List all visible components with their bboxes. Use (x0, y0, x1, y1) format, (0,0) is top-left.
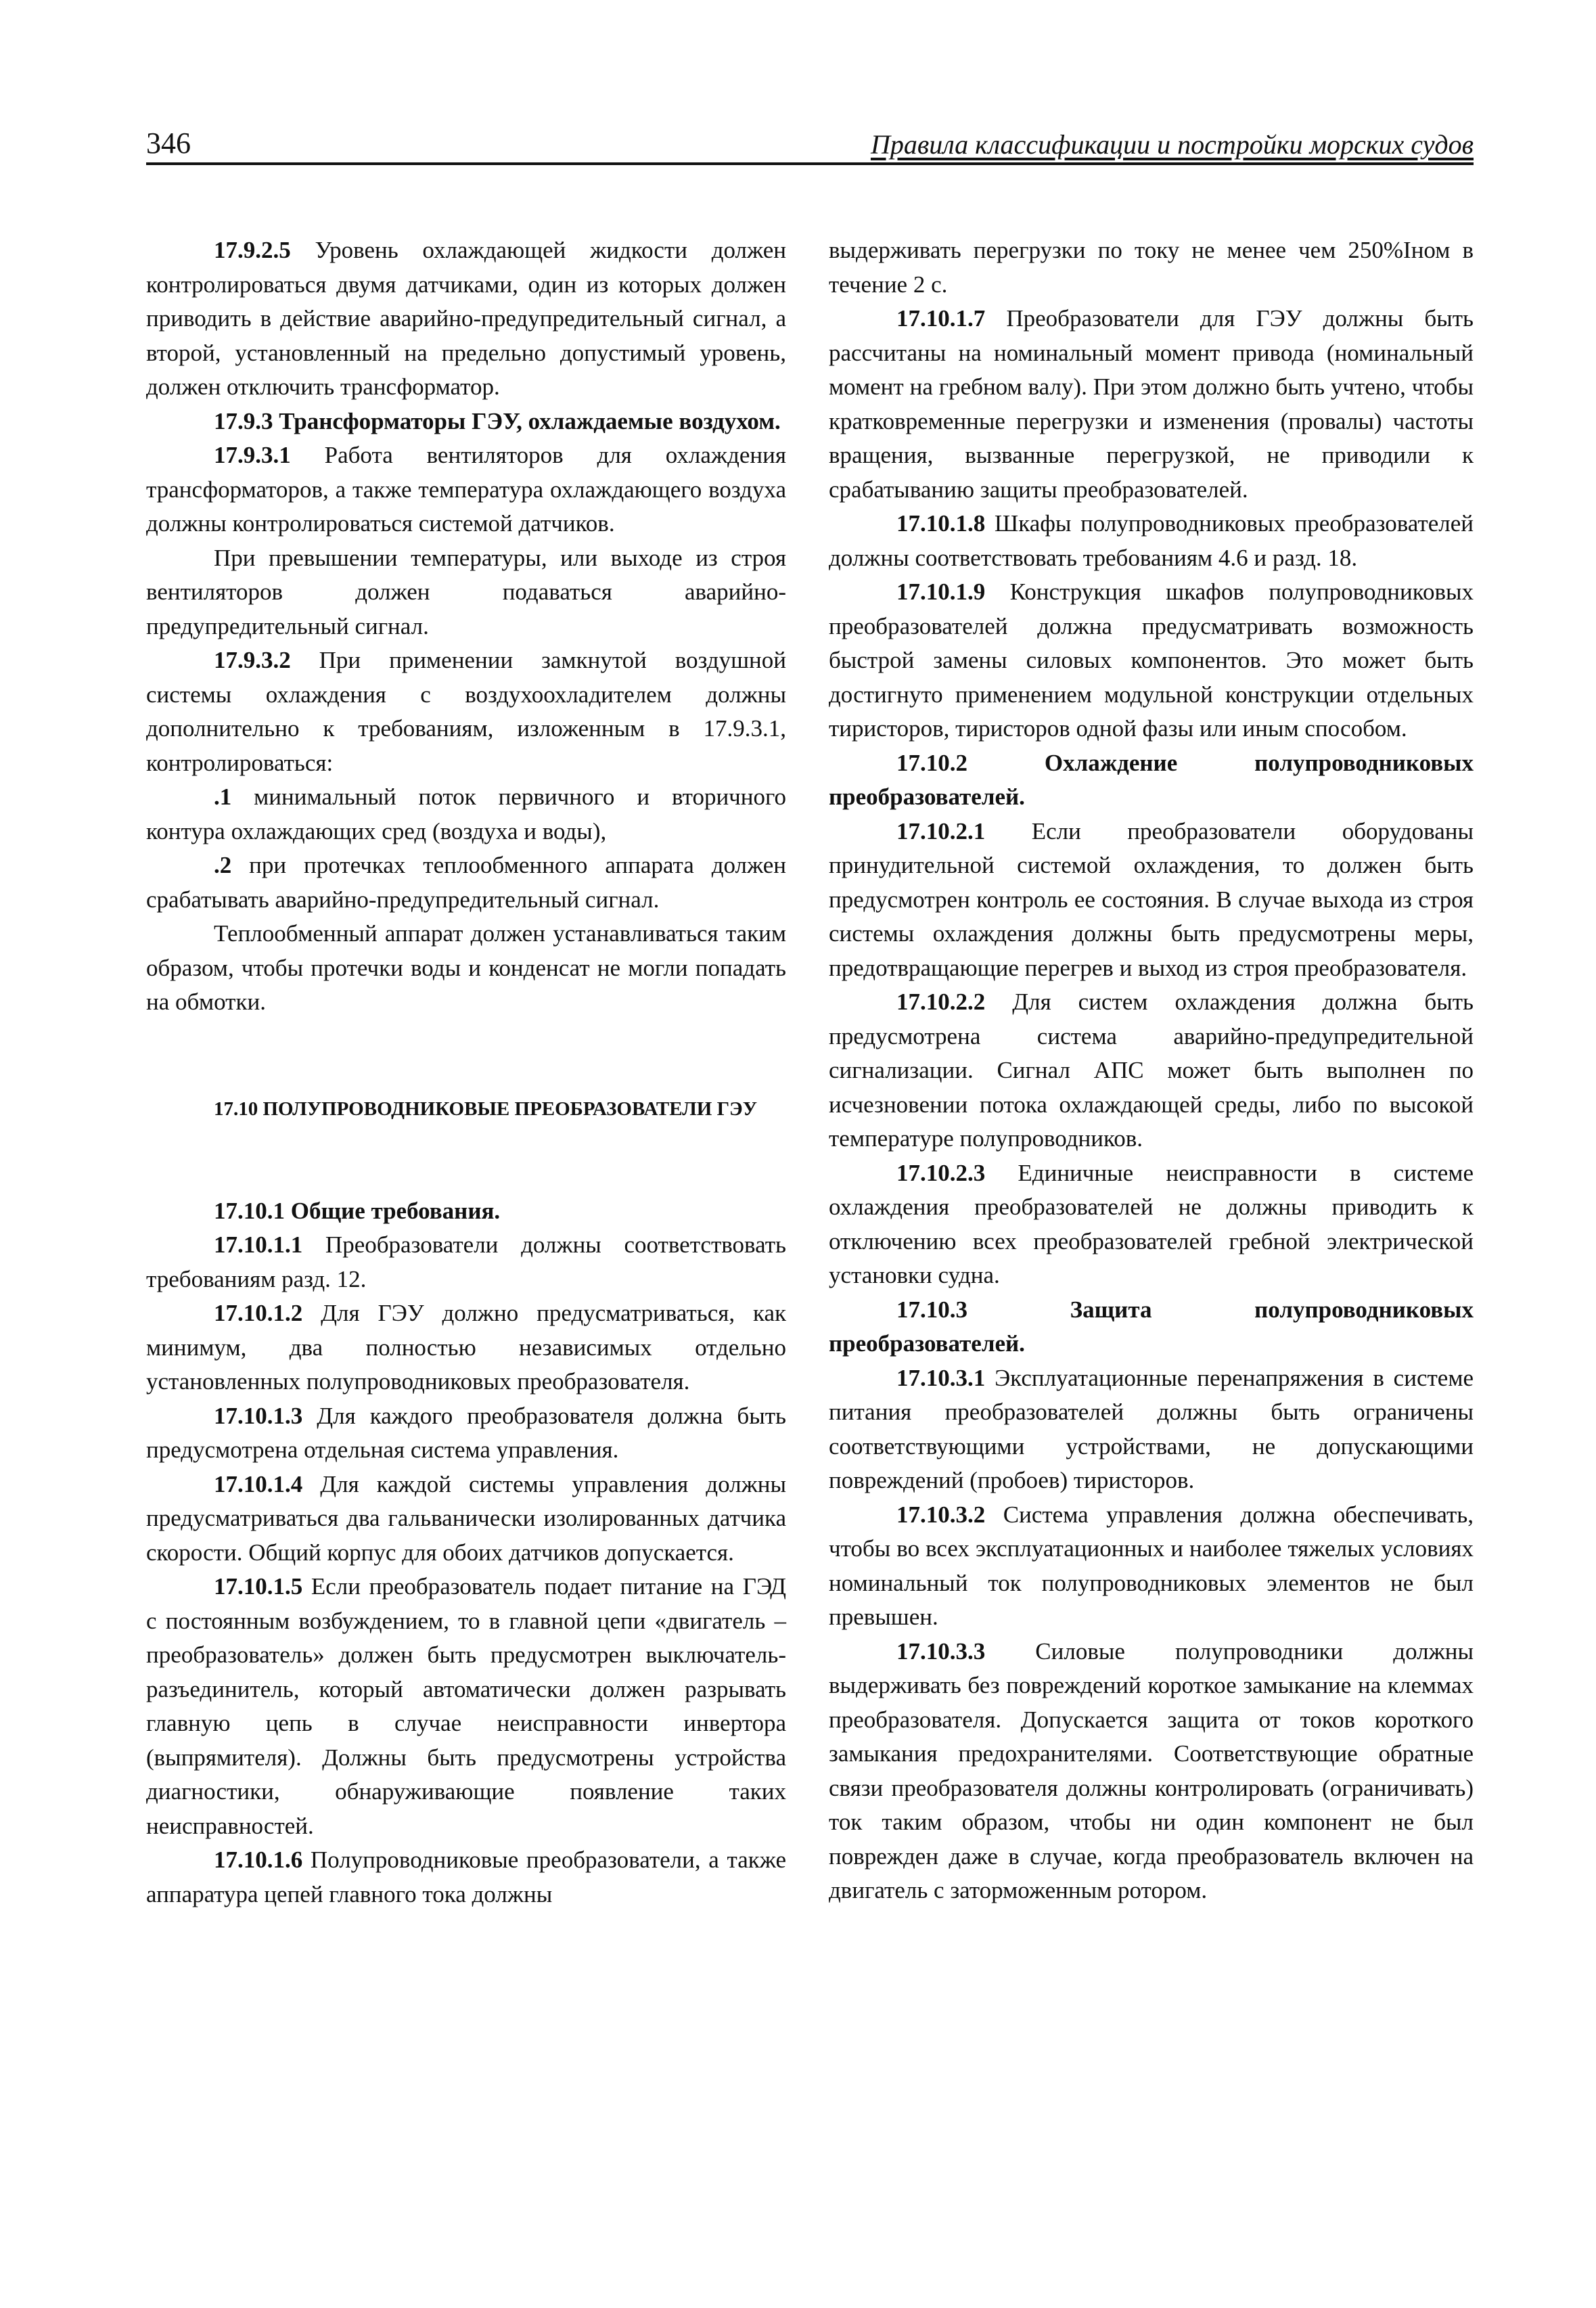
paragraph (829, 985, 1474, 1156)
clause-number: 17.10.1.9 (896, 579, 986, 605)
clause-number: 17.9.3.1 (214, 442, 291, 468)
paragraph (829, 302, 1474, 507)
paragraph (146, 1843, 786, 1911)
section-title: 17.10 ПОЛУПРОВОДНИКОВЫЕ ПРЕОБРАЗОВАТЕЛИ ГЭУ (214, 1098, 757, 1120)
paragraph (829, 1156, 1474, 1293)
clause-number: .2 (214, 852, 232, 878)
clause-text: Шкафы полупроводниковых преобразователей должны соответствовать требованиям 4.6 и разд. 18. (829, 510, 1474, 571)
paragraph (829, 1361, 1474, 1498)
clause-text: Система управления должна обеспечивать, чтобы во всех эксплуатационных и наиболее тяжелых условиях номинальный ток полупроводниковых элементов не был превышен. (829, 1501, 1474, 1630)
clause-text: Уровень охлаждающей жидкости должен контролироваться двумя датчиками, один из которых должен приводить в действие аварийно-предупредительный сигнал, а второй, установленный на предельно допустимый уровень, должен отключить трансформатор. (146, 237, 786, 400)
clause-text: Полупроводниковые преобразователи, а также аппаратура цепей главного тока должны (146, 1847, 786, 1907)
clause-text: При превышении температуры, или выходе из строя вентиляторов должен подаваться аварийно-предупредительный сигнал. (146, 544, 786, 639)
clause-number: .1 (214, 784, 232, 810)
clause-number: 17.10.3.2 (896, 1501, 986, 1528)
paragraph (829, 1293, 1474, 1361)
paragraph (146, 438, 786, 541)
paragraph (146, 780, 786, 848)
paragraph (146, 1296, 786, 1399)
clause-text: минимальный поток первичного и вторичного контура охлаждающих сред (воздуха и воды), (146, 784, 786, 844)
clause-number: 17.10.1.3 (214, 1402, 303, 1429)
paragraph (146, 1570, 786, 1843)
paragraph (829, 1498, 1474, 1635)
clause-number: 17.10.2.3 (896, 1159, 986, 1186)
clause-text: Конструкция шкафов полупроводниковых преобразователей должна предусматривать возможность быстрой замены силовых компонентов. Это может быть достигнуто применением модульной конструкции отдельных тиристоров, тиристоров одной фазы или иным способом. (829, 579, 1474, 742)
clause-text: Для систем охлаждения должна быть предусмотрена система аварийно-предупредительной сигнализации. Сигнал АПС может быть выполнен по исчезновении потока охлаждающей среды, либо по высокой температуре полупроводников. (829, 989, 1474, 1152)
paragraph (829, 746, 1474, 815)
clause-number: 17.10.2.1 (896, 817, 986, 844)
clause-number: 17.9.3.2 (214, 647, 291, 673)
clause-number: 17.10.1.1 (214, 1231, 303, 1258)
right-column-content (829, 233, 1474, 1908)
paragraph (146, 405, 786, 439)
paragraph (146, 541, 786, 644)
clause-text: Если преобразователи оборудованы принудительной системой охлаждения, то должен быть предусмотрен контроль ее состояния. В случае выхода из строя системы охлаждения должны быть предусмотрены меры, предотвращающие перегрев и выход из строя преобразователя. (829, 817, 1474, 981)
paragraph (146, 1399, 786, 1468)
paragraph (146, 917, 786, 1020)
clause-text: Преобразователи для ГЭУ должны быть рассчитаны на номинальный момент привода (номинальный момент на гребном валу). При этом должно быть учтено, чтобы кратковременные перегрузки и изменения (провалы) частоты вращения, вызванные перегрузкой, не приводили к срабатыванию защиты преобразователей. (829, 305, 1474, 503)
subsection-heading: 17.10.1 Общие требования. (214, 1197, 501, 1224)
clause-text: выдерживать перегрузки по току не менее чем 250%Iном в течение 2 с. (829, 237, 1474, 298)
clause-text: Теплообменный аппарат должен устанавливаться таким образом, чтобы протечки воды и конденсат не могли попадать на обмотки. (146, 920, 786, 1015)
page-header (146, 120, 1474, 165)
paragraph (146, 1194, 786, 1229)
paragraph (146, 1228, 786, 1296)
clause-number: 17.10.3.3 (896, 1637, 986, 1665)
clause-number: 17.10.1.6 (214, 1847, 303, 1873)
left-column-top (146, 233, 786, 1020)
clause-text: Для ГЭУ должно предусматриваться, как минимум, два полностью независимых отдельно установленных полупроводниковых преобразователя. (146, 1300, 786, 1395)
paragraph (146, 643, 786, 780)
clause-number: 17.10.1.4 (214, 1470, 303, 1497)
subsection-heading: 17.9.3 Трансформаторы ГЭУ, охлаждаемые воздухом. (214, 407, 781, 434)
clause-text: При применении замкнутой воздушной системы охлаждения с воздухоохладителем должны дополнительно к требованиям, изложенным в 17.9.3.1, контролироваться: (146, 647, 786, 776)
subsection-heading: 17.10.3 Защита полупроводниковых преобразователей. (829, 1296, 1474, 1357)
right-column (829, 233, 1474, 1908)
clause-text: Силовые полупроводники должны выдерживать без повреждений короткое замыкание на клеммах преобразователя. Допускается защита от токов короткого замыкания предохранителями. Соответствующие обратные связи преобразователя должны контролировать (ограничивать) ток таким образом, чтобы ни один компонент не был поврежден даже в случае, когда преобразователь включен на двигатель с заторможенным ротором. (829, 1637, 1474, 1903)
clause-text: Преобразователи должны соответствовать требованиям разд. 12. (146, 1231, 786, 1292)
running-title: Правила классификации и постройки морских судов (870, 129, 1474, 160)
paragraph (829, 575, 1474, 746)
paragraph (146, 1468, 786, 1570)
clause-text: Для каждой системы управления должны предусматриваться два гальванически изолированных датчика скорости. Общий корпус для обоих датчиков допускается. (146, 1470, 786, 1566)
clause-text: при протечках теплообменного аппарата должен срабатывать аварийно-предупредительный сигнал. (146, 852, 786, 913)
page-number: 346 (146, 127, 191, 160)
clause-text: Работа вентиляторов для охлаждения трансформаторов, а также температура охлаждающего воздуха должны контролироваться системой датчиков. (146, 442, 786, 537)
left-column (146, 233, 786, 1911)
clause-number: 17.10.2.2 (896, 989, 986, 1015)
paragraph (829, 1635, 1474, 1908)
paragraph (829, 233, 1474, 302)
left-column-bottom (146, 1194, 786, 1912)
clause-text: Эксплуатационные перенапряжения в системе питания преобразователей должны быть ограничены соответствующими устройствами, не допускающими повреждений (пробоев) тиристоров. (829, 1364, 1474, 1493)
clause-text: Единичные неисправности в системе охлаждения преобразователей не должны приводить к отключению всех преобразователей гребной электрической установки судна. (829, 1159, 1474, 1288)
paragraph (829, 815, 1474, 986)
paragraph (146, 848, 786, 917)
clause-text: Для каждого преобразователя должна быть предусмотрена отдельная система управления. (146, 1402, 786, 1463)
clause-number: 17.9.2.5 (214, 237, 291, 263)
clause-number: 17.10.3.1 (896, 1364, 986, 1391)
clause-number: 17.10.1.7 (896, 305, 986, 332)
subsection-heading: 17.10.2 Охлаждение полупроводниковых преобразователей. (829, 749, 1474, 810)
clause-number: 17.10.1.2 (214, 1300, 303, 1326)
clause-number: 17.10.1.5 (214, 1573, 303, 1600)
clause-number: 17.10.1.8 (896, 510, 986, 537)
clause-text: Если преобразователь подает питание на ГЭД с постоянным возбуждением, то в главной цепи «двигатель – преобразователь» должен быть предусмотрен выключатель-разъединитель, который автоматически должен разрывать главную цепь в случае неисправности инвертора (выпрямителя). Должны быть предусмотрены устройства диагностики, обнаруживающие появление таких неисправностей. (146, 1573, 786, 1839)
paragraph (829, 507, 1474, 575)
paragraph (146, 233, 786, 405)
